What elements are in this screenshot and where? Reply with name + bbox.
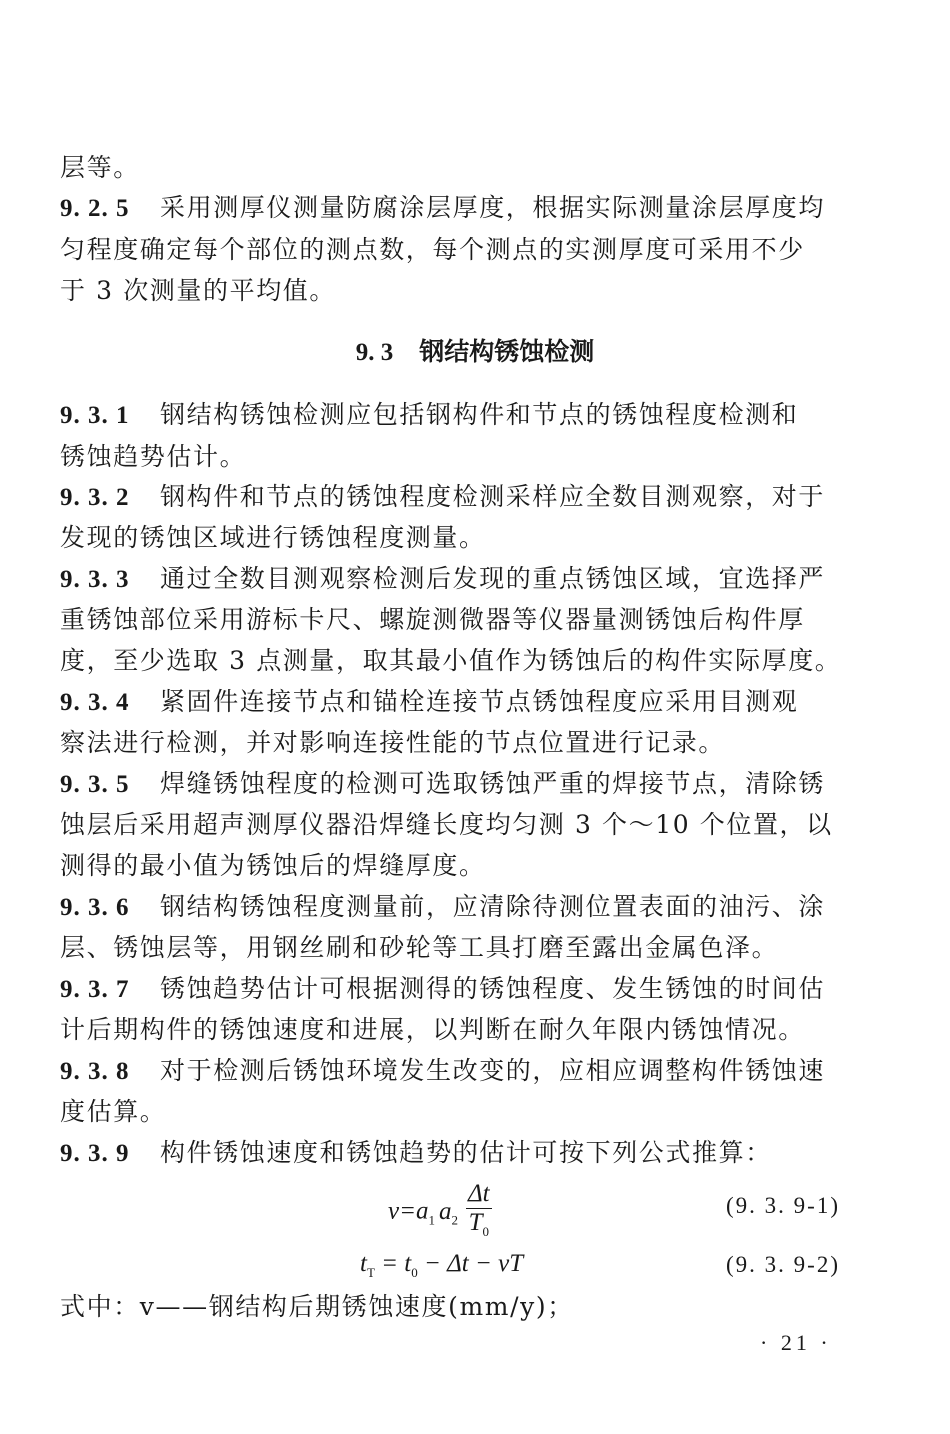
clause-text: 对于检测后锈蚀环境发生改变的，应相应调整构件锈蚀速 <box>160 1056 826 1085</box>
clause-text: 构件锈蚀速度和锈蚀趋势的估计可按下列公式推算： <box>160 1138 772 1167</box>
formula-rest: − Δt − vT <box>417 1250 524 1277</box>
clause-number: 9. 3. 8 <box>60 1058 130 1085</box>
clause-9-3-7 <box>60 969 860 1010</box>
text-line: 度估算。 <box>60 1097 167 1126</box>
formula-9-3-9-2 <box>360 1250 523 1281</box>
section-title: 钢结构锈蚀检测 <box>419 337 595 366</box>
clause-text: 钢结构锈蚀程度测量前，应清除待测位置表面的油污、涂 <box>160 892 826 921</box>
text-line: 锈蚀趋势估计。 <box>60 442 247 471</box>
fraction <box>466 1180 492 1246</box>
text-line: 于 3 次测量的平均值。 <box>60 276 337 305</box>
section-number: 9. 3 <box>355 339 394 366</box>
clause-text: 钢构件和节点的锈蚀程度检测采样应全数目测观察，对于 <box>160 482 826 511</box>
clause-9-3-5 <box>60 764 860 805</box>
clause-text: 焊缝锈蚀程度的检测可选取锈蚀严重的焊接节点，清除锈 <box>160 769 826 798</box>
clause-text: 钢结构锈蚀检测应包括钢构件和节点的锈蚀程度检测和 <box>160 400 799 429</box>
equation-number: (9. 3. 9-1) <box>726 1193 840 1218</box>
clause-text: 紧固件连接节点和锚栓连接节点锈蚀程度应采用目测观 <box>160 687 799 716</box>
text-line: 重锈蚀部位采用游标卡尺、螺旋测微器等仪器量测锈蚀后构件厚 <box>60 605 805 634</box>
clause-number: 9. 3. 5 <box>60 771 130 798</box>
clause-text: 通过全数目测观察检测后发现的重点锈蚀区域，宜选择严 <box>160 564 826 593</box>
clause-number: 9. 3. 7 <box>60 976 130 1003</box>
text-line: 察法进行检测，并对影响连接性能的节点位置进行记录。 <box>60 728 726 757</box>
subscript: 2 <box>451 1212 458 1228</box>
clause-9-3-4 <box>60 682 860 723</box>
clause-text: 锈蚀趋势估计可根据测得的锈蚀程度、发生锈蚀的时间估 <box>160 974 826 1003</box>
text-line: 测得的最小值为锈蚀后的焊缝厚度。 <box>60 851 486 880</box>
formula-eq: = t <box>374 1250 412 1277</box>
clause-number: 9. 2. 5 <box>60 195 130 222</box>
clause-number: 9. 3. 9 <box>60 1140 130 1167</box>
fraction-denominator <box>466 1209 492 1246</box>
clause-9-3-2 <box>60 477 860 518</box>
subscript: T <box>366 1265 375 1280</box>
clause-text: 采用测厚仪测量防腐涂层厚度，根据实际测量涂层厚度均 <box>160 193 826 222</box>
clause-number: 9. 3. 2 <box>60 484 130 511</box>
text-line: 发现的锈蚀区域进行锈蚀程度测量。 <box>60 523 486 552</box>
equation-number: (9. 3. 9-2) <box>726 1252 840 1277</box>
formula-lhs: v=a <box>388 1197 429 1225</box>
text-line: 层、锈蚀层等，用钢丝刷和砂轮等工具打磨至露出金属色泽。 <box>60 933 779 962</box>
clause-9-3-8 <box>60 1051 860 1092</box>
clause-number: 9. 3. 1 <box>60 402 130 429</box>
text-line: 计后期构件的锈蚀速度和进展，以判断在耐久年限内锈蚀情况。 <box>60 1015 805 1044</box>
page-number: · 21 · <box>760 1330 832 1355</box>
subscript: 0 <box>482 1224 489 1239</box>
formula-var: T <box>468 1209 483 1236</box>
where-clause: 式中：v——钢结构后期锈蚀速度(mm/y)； <box>60 1292 574 1321</box>
clause-9-2-5 <box>60 188 860 229</box>
clause-9-3-1 <box>60 395 860 436</box>
subscript: 0 <box>411 1265 418 1280</box>
clause-number: 9. 3. 6 <box>60 894 130 921</box>
fraction-numerator: Δt <box>467 1180 490 1207</box>
clause-number: 9. 3. 4 <box>60 689 130 716</box>
clause-9-3-3 <box>60 559 860 600</box>
text-line: 层等。 <box>60 153 140 182</box>
text-line: 蚀层后采用超声测厚仪器沿焊缝长度均匀测 3 个～10 个位置，以 <box>60 810 833 839</box>
section-heading <box>0 332 950 373</box>
formula-var: t <box>360 1250 367 1277</box>
text-line: 匀程度确定每个部位的测点数，每个测点的实测厚度可采用不少 <box>60 235 805 264</box>
clause-9-3-9 <box>60 1133 860 1174</box>
clause-number: 9. 3. 3 <box>60 566 130 593</box>
text-line: 度，至少选取 3 点测量，取其最小值作为锈蚀后的构件实际厚度。 <box>60 646 842 675</box>
formula-9-3-9-1 <box>388 1180 492 1246</box>
subscript: 1 <box>428 1212 435 1228</box>
formula-var: a <box>438 1197 452 1225</box>
clause-9-3-6 <box>60 887 860 928</box>
